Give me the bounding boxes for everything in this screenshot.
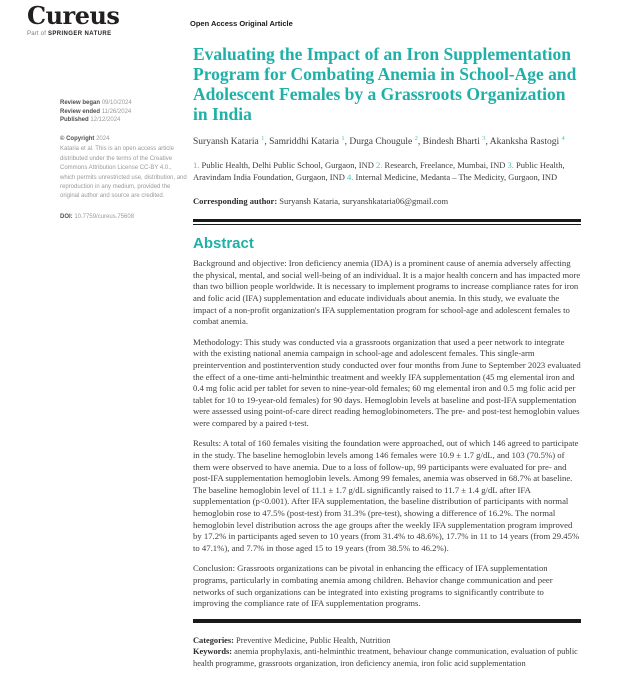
review-began-date: 09/10/2024 xyxy=(101,100,132,106)
article-title: Evaluating the Impact of an Iron Supplementation Program for Combating Anemia in School-Age and Adolescent Females by a Grassroots Organization in India xyxy=(193,44,577,124)
keywords-line xyxy=(193,646,581,669)
review-dates-block xyxy=(60,99,187,125)
header-divider xyxy=(193,219,581,225)
copyright-year: 2024 xyxy=(96,135,110,142)
article-main-column xyxy=(193,44,581,669)
author-affiliation-superscript: 4 xyxy=(561,135,565,142)
corresponding-author-line xyxy=(193,196,581,206)
corresponding-email-link[interactable]: suryanshkataria06@gmail.com xyxy=(342,196,449,207)
affiliation-number: 1. xyxy=(193,160,202,171)
abstract-body xyxy=(193,258,581,610)
springer-nature-tagline xyxy=(27,31,119,37)
author-affiliation-superscript: 1 xyxy=(341,135,345,142)
tagline-prefix: Part of xyxy=(27,31,47,37)
abstract-paragraph: Results: A total of 160 females visiting the foundation were approached, out of which 146 agreed to participate in the study. The baseline hemoglobin levels among 146 females were 10.9 ± 1.7 g/dL, and 103 (70.5%) of them were observed to have anemia. Due to a loss of follow-up, 99 participants were evaluated for pre- and post-IFA supplementation hemoglobin levels. Among 99 females, anemia was observed in 68.7% at baseline. The baseline hemoglobin level of 11.1 ± 1.7 g/dL significantly raised to 11.7 ± 1.4 g/dL after IFA supplementation (p<0.001). After IFA supplementation, the baseline distribution of participants with normal hemoglobin rose to 47.5% (post-test) from 31.3% (pre-test), showing a difference of 16.2%. The normal hemoglobin level distribution across the age groups after the weekly IFA supplementation program improved by 17.2% in participants aged seven to 10 years (from 31.4% to 48.6%), 17.7% in 11 to 14 years (from 29.45% to 47.1%), and 7.7% in those aged 15 to 19 years (from 38.5% to 46.2%). xyxy=(193,438,580,553)
springer-nature-label: SPRINGER NATURE xyxy=(47,31,112,37)
published-line xyxy=(60,116,187,125)
author-name: Durga Chougule $^2$ xyxy=(349,135,418,148)
published-date: 12/12/2024 xyxy=(90,117,121,124)
author-list: Suryansh Kataria $^1$, Samriddhi Kataria $^1$, Durga Chougule $^2$, Bindesh Bharti $^3$, Akanksha Rastogi $^4$ xyxy=(193,135,565,148)
abstract-paragraph: Conclusion: Grassroots organizations can be pivotal in enhancing the efficacy of IFA supplementation programs, particularly in combating anemia among children. Behavior change communication and peer networks of such organizations can be integrated into existing programs to significantly contribute to improving the compliance rate of IFA supplementation programs. xyxy=(193,563,553,609)
article-footer-meta xyxy=(193,635,581,669)
corresponding-author-name: Suryansh Kataria, xyxy=(279,196,343,207)
doi-line xyxy=(60,214,187,220)
categories-label: Categories: xyxy=(193,635,234,645)
author-affiliation-superscript: 2 xyxy=(414,135,418,142)
author-name: Samriddhi Kataria $^1$ xyxy=(269,135,345,148)
copyright-license-text: Kataria et al. This is an open access article distributed under the terms of the Creative Commons Attribution License CC-BY 4.0., which permits unrestricted use, distribution, and reproduction in any medium, provided the original author and source are credited. xyxy=(60,146,187,200)
review-ended-date: 11/26/2024 xyxy=(101,108,132,115)
categories-value: Preventive Medicine, Public Health, Nutrition xyxy=(236,635,391,645)
abstract-paragraph: Methodology: This study was conducted via a grassroots organization that used a peer network to integrate with the existing national anemia campaign in school-age and adolescent females. This single-arm preintervention and postintervention study conducted over four months from June to September 2023 evaluated the effect of a one-time anti-helminthic treatment and weekly IFA supplementation (45 mg elemental iron and 0.4 mg folic acid per tablet for seven to nine-year-old females; 60 mg elemental iron and 0.5 mg folic acid per tablet for 10 to 19-year-old females) for 90 days. Hemoglobin levels at baseline and post-IFA supplementation were assessed using point-of-care direct reading hemoglobinometers. The pre- and post-test hemoglobin values were compared by a paired t-test. xyxy=(193,336,581,428)
copyright-line xyxy=(60,135,187,144)
author-name: Bindesh Bharti $^3$ xyxy=(422,135,486,148)
author-name: Suryansh Kataria $^1$ xyxy=(193,135,265,148)
affiliation-number: 4. xyxy=(347,171,356,182)
author-affiliation-superscript: 3 xyxy=(482,135,486,142)
published-label: Published xyxy=(60,117,89,124)
cureus-logo xyxy=(27,1,120,37)
copyright-label: © Copyright xyxy=(60,135,95,142)
abstract-heading: Abstract xyxy=(193,235,254,253)
affiliation-list: 1. Public Health, Delhi Public School, Gurgaon, IND 2. Research, Freelance, Mumbai, IND 3. Public Health, Aravindam India Foundation, Gurgaon, IND 4. Internal Medicine, Medanta – The Medicity, Gurgaon, IND xyxy=(193,160,565,182)
cureus-wordmark: Cureus xyxy=(27,1,120,30)
keywords-label: Keywords: xyxy=(193,647,233,657)
author-affiliation-superscript: 1 xyxy=(261,135,265,142)
corresponding-author-label: Corresponding author: xyxy=(193,196,278,207)
keywords-value: anemia prophylaxis, anti-helminthic treatment, behaviour change communication, evaluation of public health programme, grassroots organization, iron deficiency anemia, iron folic acid supplementation xyxy=(193,647,578,668)
author-name: Akanksha Rastogi $^4$ xyxy=(489,135,565,148)
abstract-paragraph: Background and objective: Iron deficiency anemia (IDA) is a prominent cause of anemia adversely affecting the physical, mental, and social well-being of an individual. It is a major health concern and has impacted more than two billion people worldwide. It is necessary to implement programs to increase compliance rates for iron and folic acid (IFA) supplementation and educate individuals about anemia. In this study, we evaluate the impact of a non-profit organization's IFA supplementation program for school-age and adolescent females to combat anemia. xyxy=(193,258,581,327)
review-ended-label: Review ended xyxy=(60,108,101,115)
article-type-label: Open Access Original Article xyxy=(190,19,293,28)
review-ended-line xyxy=(60,108,187,117)
affiliation-number: 2. xyxy=(376,160,385,171)
copyright-block xyxy=(60,135,187,202)
affiliation-number: 3. xyxy=(507,160,517,171)
review-began-label: Review began xyxy=(60,100,101,106)
abstract-footer-divider xyxy=(193,619,581,623)
review-began-line xyxy=(60,99,187,108)
article-meta-sidebar xyxy=(60,99,187,220)
doi-label: DOI: xyxy=(60,213,73,220)
doi-value[interactable]: 10.7759/cureus.75608 xyxy=(74,213,135,220)
categories-line xyxy=(193,635,581,646)
